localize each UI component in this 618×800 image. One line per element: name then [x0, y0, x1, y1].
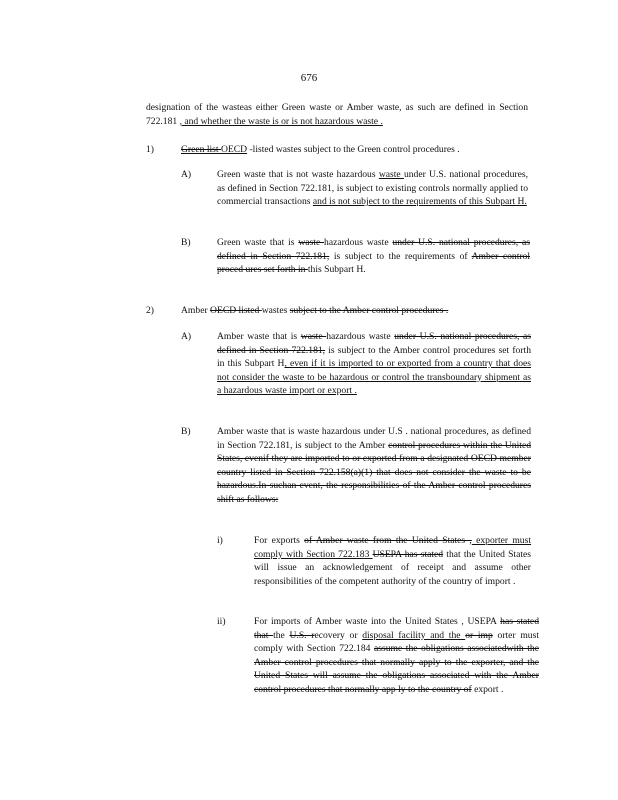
text-run: -listed wastes subject to the Green control procedures . — [247, 144, 460, 155]
item-2Bi-label: i) — [217, 535, 223, 546]
item-2Bii-label: ii) — [217, 616, 226, 627]
text-run: exporter must comply with Section 722.183 — [254, 535, 532, 560]
item-2Bii-text — [254, 615, 539, 697]
text-run: assume the obligations associatedwith the Amber control procedures that normally apply to the exporter, and the United States will assume the obligations associated with the Amber control procedures that normally app ly to the country of — [254, 643, 539, 695]
text-run: waste — [298, 237, 325, 248]
text-run: hazardous waste — [326, 331, 395, 342]
text-run: Amber control proced ures set forth in — [217, 250, 531, 276]
item-1B-text — [217, 236, 530, 277]
text-run: under — [403, 169, 426, 180]
text-run: is subject to the requirements of — [329, 250, 472, 262]
text-run: the — [273, 629, 290, 641]
text-run: under U.S. national procedures, as defined in Section 722.181, — [217, 237, 530, 262]
text-run: or imp — [465, 629, 493, 641]
text-run: this Subpart H. — [307, 264, 366, 276]
item-2B-label: B) — [181, 426, 191, 437]
text-run: OECD — [220, 144, 248, 155]
text-run: For exports — [254, 535, 305, 546]
text-run: subject to the Amber control procedures . — [289, 305, 449, 316]
text-run: under U.S. national procedures, as defined in Section 722.181, — [217, 331, 531, 356]
item-1A-label: A) — [181, 169, 192, 180]
text-run: Amber waste that is waste hazardous under U.S . national procedures, as defined in Section 722.181, is subject to the Amber — [217, 426, 531, 451]
text-run: disposal facility and the — [362, 629, 466, 641]
text-run: hazardous waste — [324, 237, 393, 248]
item-1A-text — [217, 168, 528, 209]
text-run: control procedures within the United States, evenif they are imported to or exported from a designated OECD member country listed in Section 722.158(a)(1) that does not consider the waste to be hazardous.In suchan event, the responsibilities of the Amber control procedures shift as follows: — [217, 439, 531, 505]
text-run: OECD listed — [210, 305, 262, 316]
text-run: export . — [471, 683, 504, 695]
page-number: 676 — [300, 72, 318, 84]
item-1B-label: B) — [181, 237, 191, 248]
text-run: Amber — [181, 305, 211, 316]
text-run: has stated that — [254, 616, 539, 641]
text-run: Amber waste that is — [217, 331, 301, 342]
item-1-heading — [181, 143, 527, 157]
text-run: that the United States will issue an acknowledgement of receipt and assume other responsibilities of the competent authority of the country of import . — [254, 548, 531, 587]
text-run: , and whether the waste is or is not hazardous waste . — [179, 115, 383, 127]
text-run: waste — [378, 169, 404, 180]
item-2Bi-text — [254, 534, 531, 588]
text-run: waste — [300, 331, 327, 342]
item-2-heading — [181, 304, 527, 318]
item-1-label: 1) — [146, 144, 154, 155]
item-2A-text — [217, 330, 531, 398]
text-run: Green list — [181, 144, 221, 155]
text-run: U.S. national procedures, as defined in Section 722.181, is subject to existing controls normally applied to commercial transactions — [217, 169, 528, 208]
text-run: and is not subject to the requirements of this Subpart H. — [312, 196, 527, 208]
text-run: USEPA has stated — [372, 548, 444, 560]
text-run: orter must comply with Section 722.184 — [254, 629, 539, 655]
item-2A-label: A) — [181, 331, 192, 342]
text-run: is subject to the Amber control procedures set forth in this Subpart H — [217, 344, 531, 370]
text-run: of Amber waste from the United States , — [304, 535, 472, 546]
text-run: ecovery or — [314, 629, 363, 641]
text-run: designation of the wasteas either Green waste or Amber waste, as such are defined in Section 722.181 — [146, 102, 528, 127]
text-run: U.S. r — [289, 629, 315, 641]
item-2-label: 2) — [146, 305, 154, 316]
text-run: Green waste that is not waste hazardous — [217, 169, 379, 180]
text-run: For imports of Amber waste into the United States , USEPA — [254, 616, 501, 627]
text-run: Green waste that is — [217, 237, 299, 248]
text-run: , even if it is imported to or exported from a country that does not consider the waste to be hazardous or control the transboundary shipment as a hazardous waste import or export . — [217, 358, 531, 397]
item-2B-text — [217, 425, 531, 507]
intro-paragraph — [146, 101, 528, 128]
text-run: wastes — [261, 305, 290, 316]
